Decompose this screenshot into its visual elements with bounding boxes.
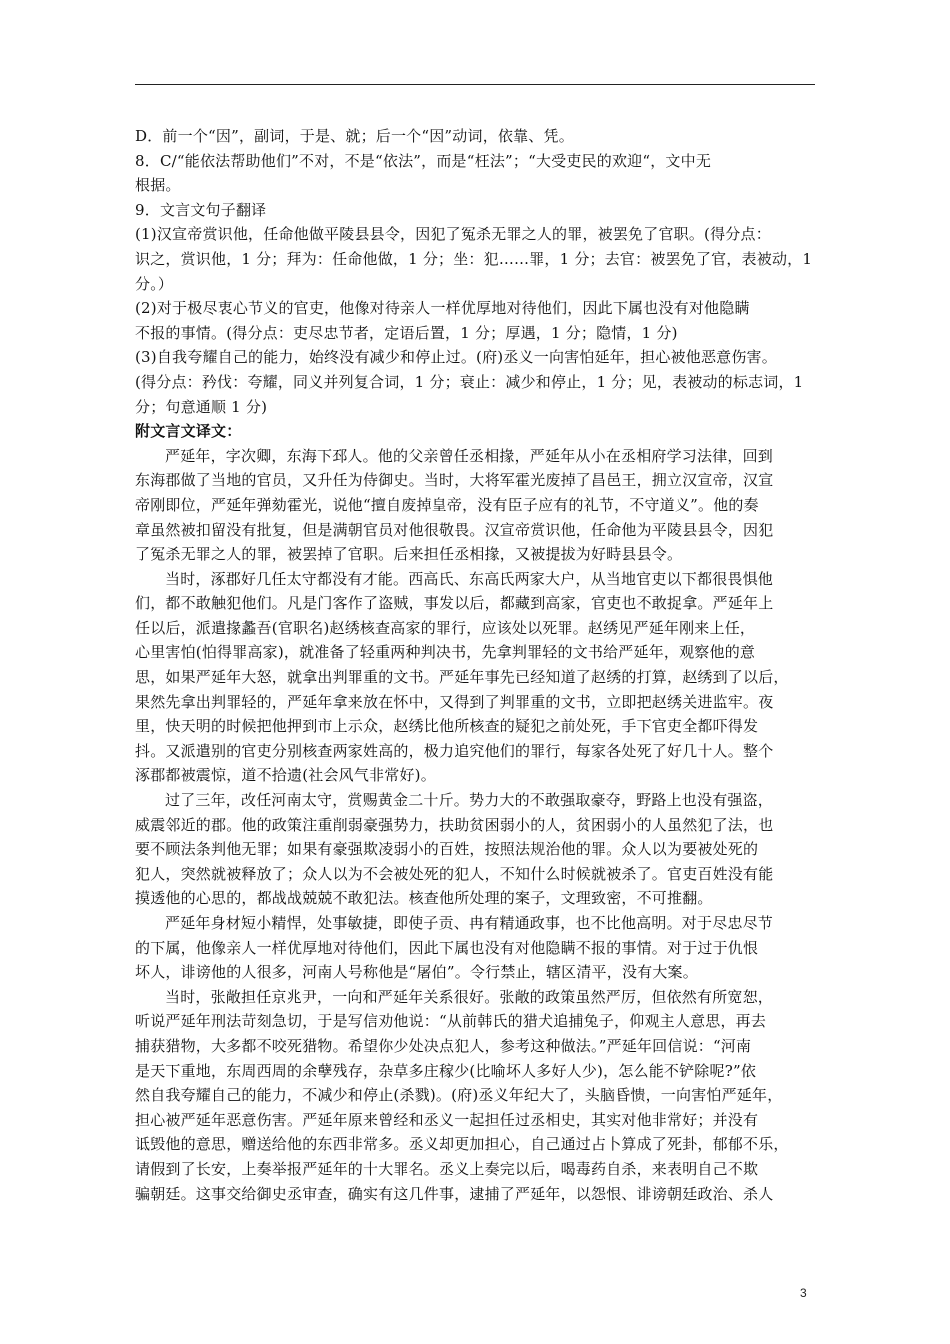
paragraph-line: 严延年身材短小精悍，处事敏捷，即使子贡、冉有精通政事，也不比他高明。对于尽忠尽节: [165, 914, 774, 932]
answer-8-cont: 根据。: [135, 176, 181, 195]
paragraph-line: 任以后，派遣掾蠡吾(官职名)赵绣核查高家的罪行，应该处以死罪。赵绣见严延年刚来上任，: [135, 618, 756, 637]
paragraph-line: 听说严延年刑法苛刻急切，于是写信劝他说：“从前韩氏的猎犬追捕兔子，仰观主人意思，再去: [135, 1012, 767, 1031]
answer-8: 8．C/“能依法帮助他们”不对，不是“依法”，而是“枉法”；“大受吏民的欢迎“，文中无: [135, 151, 712, 170]
translation-3-cont: 分；句意通顺 1 分): [135, 397, 268, 416]
paragraph-line: 坏人，诽谤他的人很多，河南人号称他是“屠伯”。令行禁止，辖区清平，没有大案。: [135, 963, 698, 982]
paragraph-line: 涿郡都被震惊，道不拾遗(社会风气非常好)。: [135, 766, 436, 785]
translation-2-cont: 不报的事情。(得分点：吏尽忠节者，定语后置，1 分；厚遇，1 分；隐情，1 分): [135, 323, 678, 342]
paragraph-line: 是天下重地，东周西周的余孽残存，杂草多庄稼少(比喻坏人多好人少)，怎么能不铲除呢?”依: [135, 1061, 757, 1080]
paragraph-line: 了冤杀无罪之人的罪，被罢掉了官职。后来担任丞相掾，又被提拔为好畤县县令。: [135, 545, 683, 564]
paragraph-line: 当时，涿郡好几任太守都没有才能。西高氏、东高氏两家大户，从当地官吏以下都很畏惧他: [165, 569, 774, 588]
paragraph-line: 担心被严延年恶意伤害。严延年原来曾经和丞义一起担任过丞相史，其实对他非常好；并没有: [135, 1110, 759, 1129]
answer-line-d: D．前一个“因”，副词，于是、就；后一个“因”动词，依靠、凭。: [135, 127, 574, 145]
paragraph-line: 诋毁他的意思，赠送给他的东西非常多。丞义却更加担心，自己通过占卜算成了死卦，郁郁不乐，: [135, 1135, 789, 1154]
paragraph-line: 严延年，字次卿，东海下邳人。他的父亲曾任丞相掾，严延年从小在丞相府学习法律，回到: [165, 446, 774, 465]
paragraph-line: 的下属，他像亲人一样优厚地对待他们，因此下属也没有对他隐瞒不报的事情。对于过于仇恨: [135, 938, 759, 957]
paragraph-line: 心里害怕(怕得罪高家)，就准备了轻重两种判决书，先拿判罪轻的文书给严延年，观察他的意: [135, 643, 756, 662]
translation-1-cont: 识之，赏识他，1 分；拜为：任命他做，1 分；坐：犯……罪，1 分；去官：被罢免了官，表被动，1: [135, 249, 813, 268]
translation-3-cont: (得分点：矜伐：夸耀，同义并列复合词，1 分；衰止：减少和停止，1 分；见，表被动的标志词，1: [135, 372, 804, 391]
document-body: [135, 124, 815, 1206]
paragraph-line: 当时，张敞担任京兆尹，一向和严延年关系很好。张敞的政策虽然严厉，但依然有所宽恕，: [165, 987, 774, 1006]
paragraph-line: 思，如果严延年大怒，就拿出判罪重的文书。严延年事先已经知道了赵绣的打算，赵绣到了以后，: [135, 668, 789, 687]
paragraph-line: 摸透他的心思的，都战战兢兢不敢犯法。核查他所处理的案子，文理致密，不可推翻。: [135, 889, 713, 908]
page-number: 3: [800, 1286, 807, 1300]
translation-2: (2)对于极尽衷心节义的官吏，他像对待亲人一样优厚地对待他们，因此下属也没有对他隐瞒: [135, 299, 750, 318]
paragraph-line: 果然先拿出判罪轻的，严延年拿来放在怀中，又得到了判罪重的文书，立即把赵绣关进监牢。夜: [135, 692, 774, 711]
header-rule: [135, 84, 815, 85]
paragraph-line: 骗朝廷。这事交给御史丞审查，确实有这几件事，逮捕了严延年，以怨恨、诽谤朝廷政治、杀人: [135, 1184, 774, 1203]
paragraph-line: 抖。又派遣别的官吏分别核查两家姓高的，极力追究他们的罪行，每家各处死了好几十人。整个: [135, 741, 774, 760]
translation-3: (3)自我夸耀自己的能力，始终没有减少和停止过。(府)丞义一向害怕延年，担心被他恶意伤害。: [135, 348, 777, 367]
paragraph-line: 然自我夸耀自己的能力，不减少和停止(杀戮)。(府)丞义年纪大了，头脑昏愦，一向害怕严延年，: [135, 1086, 783, 1105]
appendix-heading: 附文言文译文：: [135, 422, 242, 441]
translation-1-cont: 分。）: [135, 274, 174, 293]
paragraph-line: 捕获猎物，大多都不咬死猎物。希望你少处决点犯人，参考这种做法。”严延年回信说：“河南: [135, 1036, 752, 1055]
paragraph-line: 东海郡做了当地的官员，又升任为侍御史。当时，大将军霍光废掉了昌邑王，拥立汉宣帝，汉宣: [135, 471, 774, 490]
paragraph-line: 请假到了长安，上奏举报严延年的十大罪名。丞义上奏完以后，喝毒药自杀，来表明自己不欺: [135, 1159, 759, 1178]
paragraph-line: 过了三年，改任河南太守，赏赐黄金二十斤。势力大的不敢强取豪夺，野路上也没有强盗，: [165, 791, 774, 810]
section-9-heading: 9．文言文句子翻译: [135, 200, 267, 219]
paragraph-line: 帝刚即位，严延年弹劾霍光，说他“擅自废掉皇帝，没有臣子应有的礼节，不守道义”。他的奏: [135, 495, 759, 514]
paragraph-line: 威震邻近的郡。他的政策注重削弱豪强势力，扶助贫困弱小的人，贫困弱小的人虽然犯了法，也: [135, 815, 774, 834]
paragraph-line: 犯人，突然就被释放了；众人以为不会被处死的犯人，不知什么时候就被杀了。官吏百姓没有能: [135, 864, 774, 883]
paragraph-line: 要不顾法条判他无罪；如果有豪强欺凌弱小的百姓，按照法规治他的罪。众人以为要被处死的: [135, 840, 759, 859]
paragraph-line: 们，都不敢触犯他们。凡是门客作了盗贼，事发以后，都藏到高家，官吏也不敢捉拿。严延年上: [135, 594, 774, 613]
translation-1: (1)汉宣帝赏识他，任命他做平陵县县令，因犯了冤杀无罪之人的罪，被罢免了官职。(得分点：: [135, 225, 771, 244]
paragraph-line: 章虽然被扣留没有批复，但是满朝官员对他很敬畏。汉宣帝赏识他，任命他为平陵县县令，因犯: [135, 520, 774, 539]
paragraph-line: 里，快天明的时候把他押到市上示众，赵绣比他所核查的疑犯之前处死，手下官吏全都吓得发: [135, 717, 759, 736]
